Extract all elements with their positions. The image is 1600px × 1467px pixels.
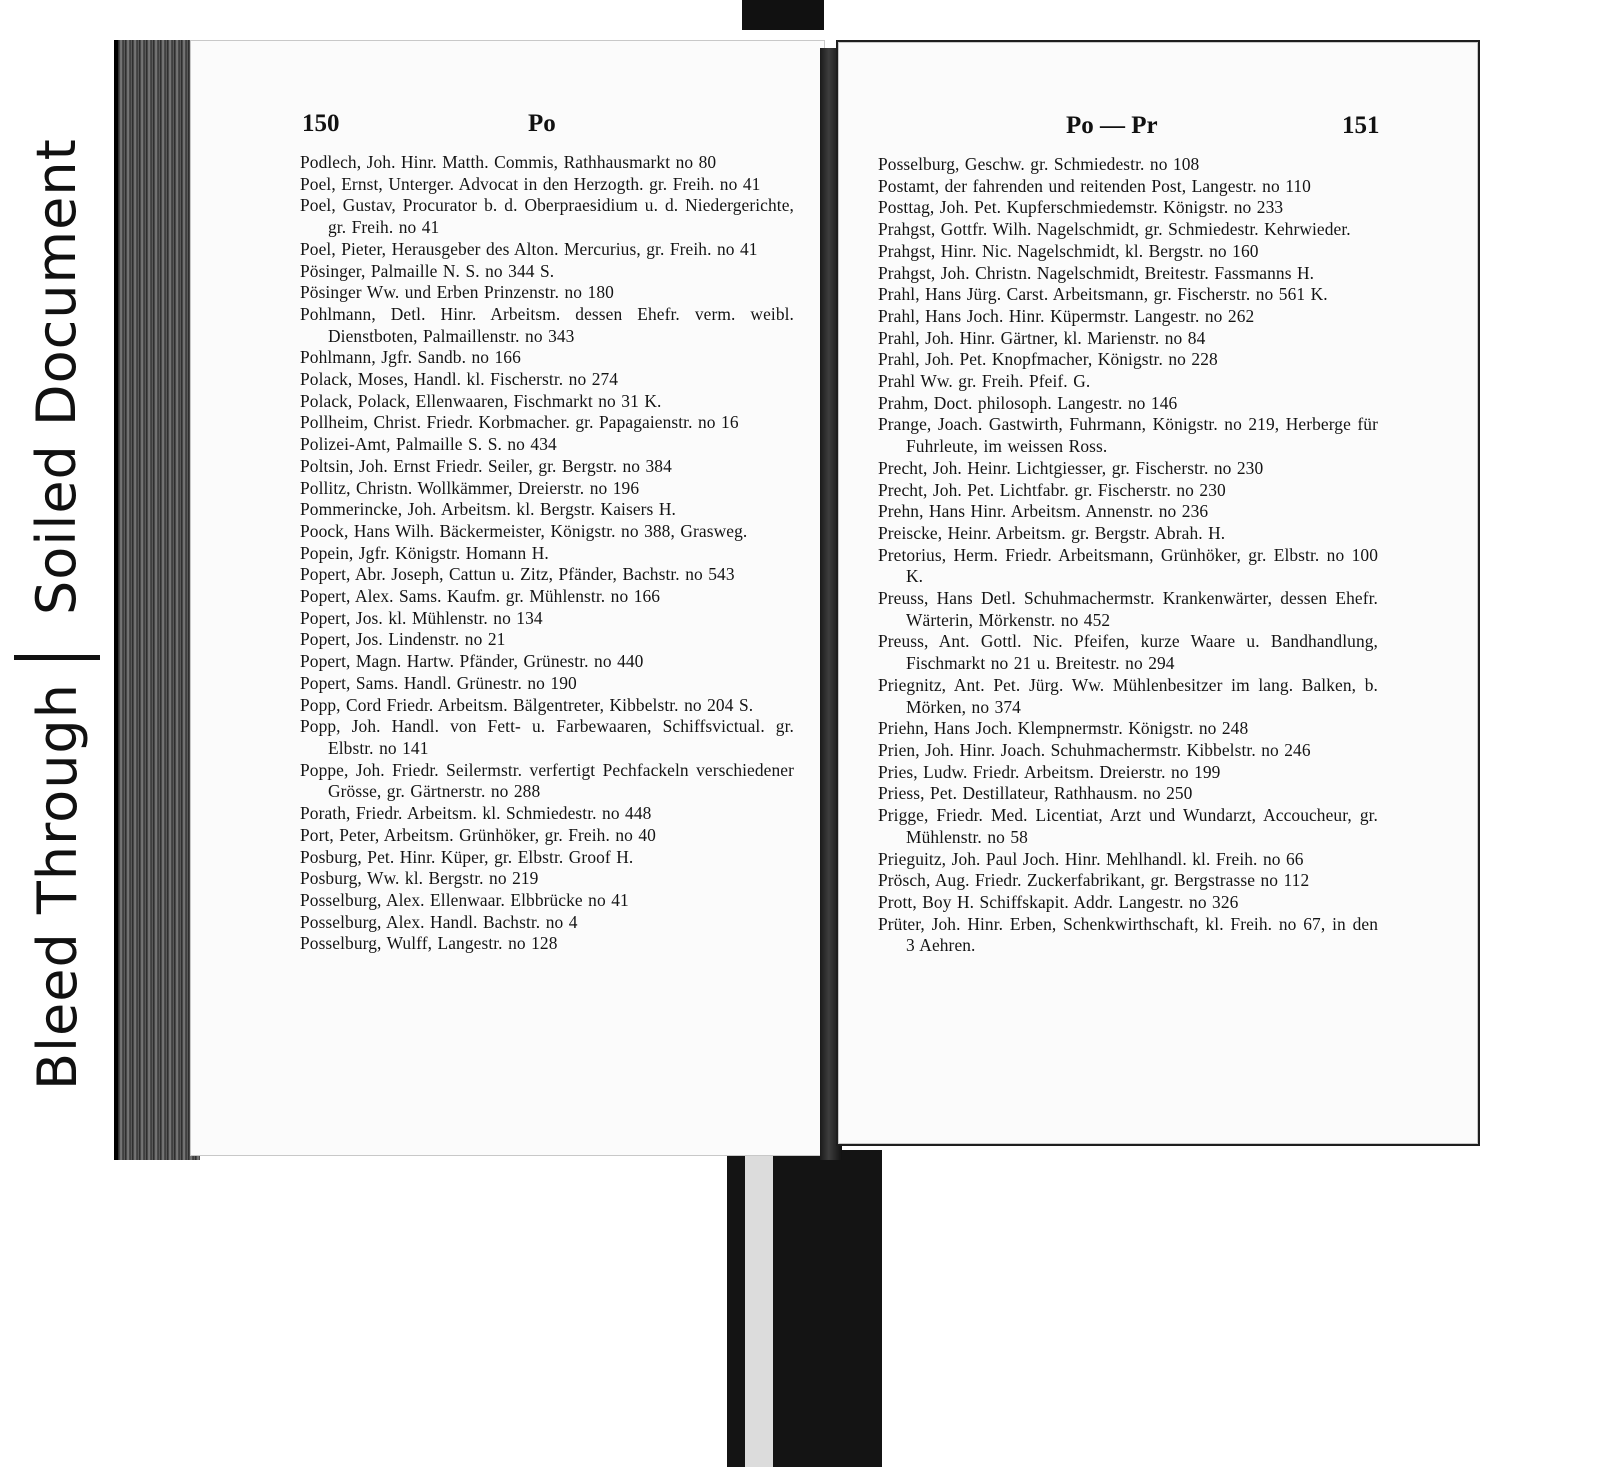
- directory-entry: Pohlmann, Jgfr. Sandb. no 166: [300, 347, 521, 368]
- left-running-head: Po: [528, 110, 556, 137]
- directory-entry: Poltsin, Joh. Ernst Friedr. Seiler, gr. Bergstr. no 384: [300, 455, 672, 476]
- directory-entry: Posburg, Ww. kl. Bergstr. no 219: [300, 868, 539, 889]
- directory-entry: Popert, Magn. Hartw. Pfänder, Grünestr. no 440: [300, 651, 644, 672]
- directory-entry: Precht, Joh. Heinr. Lichtgiesser, gr. Fischerstr. no 230: [878, 457, 1264, 478]
- directory-entry: Precht, Joh. Pet. Lichtfabr. gr. Fischerstr. no 230: [878, 479, 1226, 500]
- directory-entry: Prange, Joach. Gastwirth, Fuhrmann, Königstr. no 219, Herberge für Fuhrleute, im weissen Ross.: [878, 414, 1378, 457]
- directory-entry: Prahl, Hans Joch. Hinr. Küpermstr. Langestr. no 262: [878, 305, 1255, 326]
- directory-entry: Poel, Gustav, Procurator b. d. Oberpraesidium u. d. Niedergerichte, gr. Freih. no 41: [300, 195, 794, 238]
- directory-entry: Poock, Hans Wilh. Bäckermeister, Königstr. no 388, Grasweg.: [300, 520, 748, 541]
- bleed-through-soiled-stamp: [14, 60, 100, 1100]
- directory-entry: Podlech, Joh. Hinr. Matth. Commis, Rathhausmarkt no 80: [300, 152, 717, 172]
- right-page-number: 151: [1342, 112, 1380, 139]
- directory-entry: Prigge, Friedr. Med. Licentiat, Arzt und Wundarzt, Accoucheur, gr. Mühlenstr. no 58: [878, 805, 1378, 847]
- directory-entry: Prahgst, Gottfr. Wilh. Nagelschmidt, gr. Schmiedestr. Kehrwieder.: [878, 219, 1351, 240]
- right-running-head: Po — Pr: [1066, 112, 1158, 139]
- directory-entry: Poppe, Joh. Friedr. Seilermstr. verfertigt Pechfackeln verschiedener Grösse, gr. Gärtnerstr. no 288: [300, 759, 794, 802]
- directory-entry: Posselburg, Wulff, Langestr. no 128: [300, 933, 558, 954]
- directory-entry: Polack, Polack, Ellenwaaren, Fischmarkt no 31 K.: [300, 390, 662, 411]
- stamp-label-bleed-through: Bleed Through: [25, 683, 89, 1090]
- directory-entry: Poel, Ernst, Unterger. Advocat in den Herzogth. gr. Freih. no 41: [300, 173, 761, 194]
- directory-entry: Pries, Ludw. Friedr. Arbeitsm. Dreierstr. no 199: [878, 761, 1221, 782]
- directory-entry: Popein, Jgfr. Königstr. Homann H.: [300, 542, 549, 563]
- directory-entry: Priehn, Hans Joch. Klempnermstr. Königstr. no 248: [878, 718, 1249, 739]
- directory-entry: Preuss, Ant. Gottl. Nic. Pfeifen, kurze Waare u. Bandhandlung, Fischmarkt no 21 u. Breitestr. no 294: [878, 631, 1378, 674]
- directory-entry: Posselburg, Alex. Handl. Bachstr. no 4: [300, 911, 578, 932]
- directory-entry: Prahgst, Joh. Christn. Nagelschmidt, Breitestr. Fassmanns H.: [878, 262, 1315, 283]
- left-page: [190, 40, 825, 1156]
- directory-entry: Priegnitz, Ant. Pet. Jürg. Ww. Mühlenbesitzer im lang. Balken, b. Mörken, no 374: [878, 674, 1378, 717]
- right-entry-list: [878, 154, 1378, 957]
- directory-entry: Pollheim, Christ. Friedr. Korbmacher. gr. Papagaienstr. no 16: [300, 412, 739, 433]
- directory-entry: Popert, Jos. kl. Mühlenstr. no 134: [300, 607, 543, 628]
- binding-strip-top: [742, 0, 824, 30]
- directory-entry: Posselburg, Geschw. gr. Schmiedestr. no 108: [878, 154, 1200, 174]
- directory-entry: Popp, Joh. Handl. von Fett- u. Farbewaaren, Schiffsvictual. gr. Elbstr. no 141: [300, 716, 794, 758]
- directory-entry: Posselburg, Alex. Ellenwaar. Elbbrücke no 41: [300, 889, 629, 910]
- directory-entry: Prahm, Doct. philosoph. Langestr. no 146: [878, 392, 1178, 413]
- directory-entry: Pohlmann, Detl. Hinr. Arbeitsm. dessen Ehefr. verm. weibl. Dienstboten, Palmaillenstr. no 343: [300, 303, 794, 346]
- directory-entry: Prehn, Hans Hinr. Arbeitsm. Annenstr. no 236: [878, 501, 1209, 522]
- left-page-number: 150: [302, 110, 340, 137]
- directory-entry: Popert, Sams. Handl. Grünestr. no 190: [300, 672, 577, 693]
- directory-entry: Pösinger, Palmaille N. S. no 344 S.: [300, 260, 555, 281]
- directory-entry: Popp, Cord Friedr. Arbeitsm. Bälgentreter, Kibbelstr. no 204 S.: [300, 694, 754, 715]
- directory-entry: Pösinger Ww. und Erben Prinzenstr. no 180: [300, 282, 614, 303]
- directory-entry: Prott, Boy H. Schiffskapit. Addr. Langestr. no 326: [878, 891, 1239, 912]
- binding-strip-bottom: [727, 1150, 882, 1467]
- directory-entry: Priess, Pet. Destillateur, Rathhausm. no 250: [878, 783, 1193, 804]
- directory-entry: Popert, Jos. Lindenstr. no 21: [300, 629, 506, 650]
- directory-entry: Poel, Pieter, Herausgeber des Alton. Mercurius, gr. Freih. no 41: [300, 238, 758, 259]
- stamp-label-soiled-document: Soiled Document: [14, 138, 100, 660]
- left-entry-list: [300, 152, 794, 955]
- directory-entry: Posburg, Pet. Hinr. Küper, gr. Elbstr. Groof H.: [300, 846, 634, 867]
- right-page: [838, 42, 1478, 1144]
- directory-entry: Postamt, der fahrenden und reitenden Post, Langestr. no 110: [878, 175, 1311, 196]
- directory-entry: Prahl, Hans Jürg. Carst. Arbeitsmann, gr. Fischerstr. no 561 K.: [878, 284, 1328, 305]
- directory-entry: Preiscke, Heinr. Arbeitsm. gr. Bergstr. Abrah. H.: [878, 522, 1226, 543]
- directory-entry: Prien, Joh. Hinr. Joach. Schuhmachermstr. Kibbelstr. no 246: [878, 739, 1311, 760]
- directory-entry: Port, Peter, Arbeitsm. Grünhöker, gr. Freih. no 40: [300, 824, 656, 845]
- directory-entry: Pommerincke, Joh. Arbeitsm. kl. Bergstr. Kaisers H.: [300, 499, 676, 520]
- directory-entry: Porath, Friedr. Arbeitsm. kl. Schmiedestr. no 448: [300, 803, 652, 824]
- directory-entry: Posttag, Joh. Pet. Kupferschmiedemstr. Königstr. no 233: [878, 197, 1284, 218]
- directory-entry: Prahl, Joh. Pet. Knopfmacher, Königstr. no 228: [878, 349, 1218, 370]
- directory-entry: Popert, Abr. Joseph, Cattun u. Zitz, Pfänder, Bachstr. no 543: [300, 564, 735, 585]
- directory-entry: Polizei-Amt, Palmaille S. S. no 434: [300, 434, 557, 455]
- directory-entry: Pretorius, Herm. Friedr. Arbeitsmann, Grünhöker, gr. Elbstr. no 100 K.: [878, 544, 1378, 587]
- directory-entry: Popert, Alex. Sams. Kaufm. gr. Mühlenstr. no 166: [300, 586, 661, 607]
- directory-entry: Prahl Ww. gr. Freih. Pfeif. G.: [878, 371, 1091, 392]
- directory-entry: Prüter, Joh. Hinr. Erben, Schenkwirthschaft, kl. Freih. no 67, in den 3 Aehren.: [878, 913, 1378, 956]
- directory-entry: Polack, Moses, Handl. kl. Fischerstr. no 274: [300, 369, 619, 390]
- directory-entry: Prösch, Aug. Friedr. Zuckerfabrikant, gr. Bergstrasse no 112: [878, 870, 1310, 891]
- stamp-text: [14, 60, 100, 1100]
- directory-entry: Preuss, Hans Detl. Schuhmachermstr. Krankenwärter, dessen Ehefr. Wärterin, Mörkenstr. no 452: [878, 588, 1378, 630]
- directory-entry: Prieguitz, Joh. Paul Joch. Hinr. Mehlhandl. kl. Freih. no 66: [878, 848, 1304, 869]
- directory-entry: Prahl, Joh. Hinr. Gärtner, kl. Marienstr. no 84: [878, 327, 1206, 348]
- directory-entry: Prahgst, Hinr. Nic. Nagelschmidt, kl. Bergstr. no 160: [878, 240, 1259, 261]
- directory-entry: Pollitz, Christn. Wollkämmer, Dreierstr. no 196: [300, 477, 640, 498]
- book-page-edge: [114, 40, 200, 1160]
